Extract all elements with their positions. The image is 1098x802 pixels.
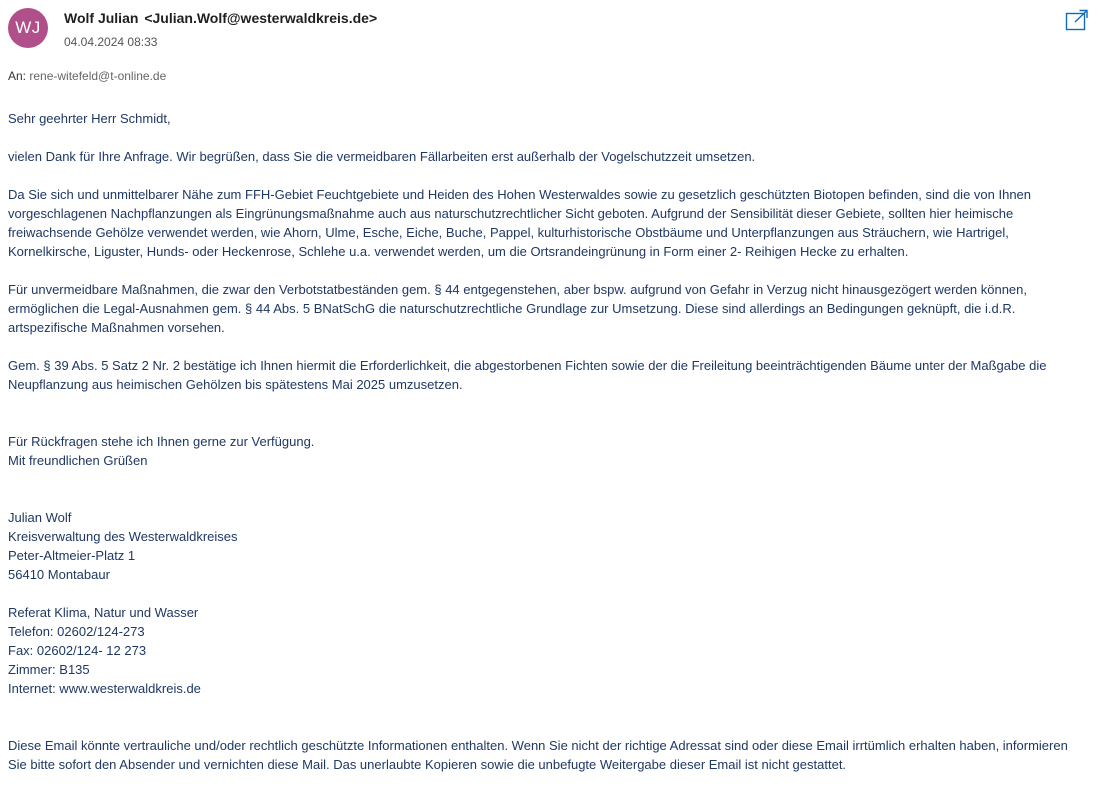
greeting: Sehr geehrter Herr Schmidt,	[8, 111, 171, 126]
recipient-address[interactable]: rene-witefeld@t-online.de	[29, 69, 167, 83]
signature-internet: Internet: www.westerwaldkreis.de	[8, 681, 201, 696]
signature-organization: Kreisverwaltung des Westerwaldkreises	[8, 529, 238, 544]
body-paragraph: Da Sie sich und unmittelbarer Nähe zum FFH-Gebiet Feuchtgebiete und Heiden des Hohen Westerwaldes sowie zu gesetzlich geschützten Biotopen befinden, sind die von Ihnen vorgeschlagenen Nachpflanzungen als Eingrünungsmaßnahme auch aus naturschutzrechtlicher Sicht geboten. Aufgrund der Sensibilität dieser Gebiete, sollten hier heimische freiwachsende Gehölze verwendet werden, wie Ahorn, Ulme, Esche, Eiche, Buche, Pappel, kulturhistorische Obstbäume und Unterpflanzungen aus Sträuchern, wie Hartrigel, Kornelkirsche, Liguster, Hunds- oder Heckenrose, Schlehe u.a. verwendet werden, um die Ortsrandeingrünung in Form einer 2- Reihigen Hecke zu erhalten.	[8, 187, 1032, 259]
spacer	[8, 166, 1090, 185]
spacer	[8, 470, 1090, 508]
signature-city: 56410 Montabaur	[8, 567, 110, 582]
signature-department: Referat Klima, Natur und Wasser	[8, 605, 199, 620]
signature-name: Julian Wolf	[8, 510, 72, 525]
signature-street: Peter-Altmeier-Platz 1	[8, 548, 136, 563]
closing-line: Mit freundlichen Grüßen	[8, 453, 148, 468]
spacer	[8, 128, 1090, 147]
open-in-new-window-icon	[1065, 8, 1089, 32]
spacer	[8, 261, 1090, 280]
sender-line	[64, 10, 377, 26]
sender-email[interactable]: <Julian.Wolf@westerwaldkreis.de>	[144, 10, 378, 26]
avatar-initials: WJ	[15, 18, 41, 37]
email-timestamp: 04.04.2024 08:33	[64, 35, 158, 49]
email-header	[0, 0, 1098, 60]
spacer	[8, 337, 1090, 356]
recipients-label: An:	[8, 69, 27, 83]
signature-room: Zimmer: B135	[8, 662, 90, 677]
signature-phone: Telefon: 02602/124-273	[8, 624, 145, 639]
body-paragraph: Für unvermeidbare Maßnahmen, die zwar den Verbotstatbeständen gem. § 44 entgegenstehen, aber bspw. aufgrund von Gefahr in Verzug nicht hinausgezögert werden können, ermöglichen die Legal-Ausnahmen gem. § 44 Abs. 5 BNatSchG die naturschutzrechtliche Grundlage zur Umsetzung. Diese sind allerdings an Bedingungen geknüpft, die i.d.R. artspezifische Maßnahmen vorsehen.	[8, 282, 1027, 335]
email-body	[8, 109, 1090, 774]
recipients-line	[8, 69, 166, 83]
closing-line: Für Rückfragen stehe ich Ihnen gerne zur Verfügung.	[8, 434, 315, 449]
body-paragraph: vielen Dank für Ihre Anfrage. Wir begrüßen, dass Sie die vermeidbaren Fällarbeiten erst außerhalb der Vogelschutzzeit umsetzen.	[8, 149, 756, 164]
sender-name[interactable]: Wolf Julian	[64, 10, 139, 26]
spacer	[8, 394, 1090, 432]
signature-block	[8, 508, 1090, 698]
signature-fax: Fax: 02602/124- 12 273	[8, 643, 147, 658]
spacer	[8, 698, 1090, 736]
spacer	[8, 584, 1090, 603]
sender-avatar[interactable]	[8, 8, 48, 48]
body-paragraph: Gem. § 39 Abs. 5 Satz 2 Nr. 2 bestätige ich Ihnen hiermit die Erforderlichkeit, die abgestorbenen Fichten sowie der die Freileitung beeinträchtigenden Bäume unter der Maßgabe die Neupflanzung aus heimischen Gehölzen bis spätestens Mai 2025 umzusetzen.	[8, 358, 1047, 392]
open-in-new-window-button[interactable]	[1065, 8, 1089, 32]
legal-disclaimer: Diese Email könnte vertrauliche und/oder rechtlich geschützte Informationen enthalten. Wenn Sie nicht der richtige Adressat sind oder diese Email irrtümlich erhalten haben, informieren Sie bitte sofort den Absender und vernichten diese Mail. Das unerlaubte Kopieren sowie die unbefugte Weitergabe dieser Email ist nicht gestattet.	[8, 738, 1068, 772]
